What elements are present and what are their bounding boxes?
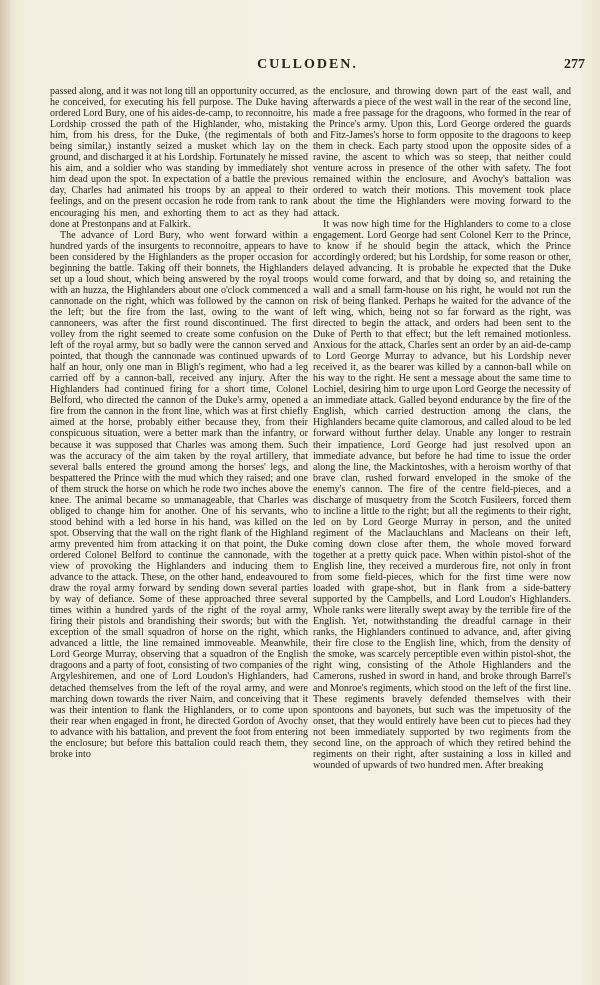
paragraph: It was now high time for the Highlanders to come to a close engagement. Lord George had sent Colonel Kerr to the Prince, to know if he should begin the attack, which the Prince accordingly ordered; but his Lordship, for some reason or other, delayed advancing. It is probable he expected that the Duke would come forward, and that by doing so, and retaining the wall and a small farm-house on his right, he would not run the risk of being flanked. Perhaps he waited for the advance of the left wing, which, being not so far forward as the right, was directed to begin the attack, and orders had been sent to the Duke of Perth to that effect; but the left remained motionless. Anxious for the attack, Charles sent an order by an aid-de-camp to Lord George Murray to advance, but his Lordship never received it, as the bearer was killed by a cannon-ball while on his way to the right. He sent a message about the same time to Lochiel, desiring him to urge upon Lord George the necessity of an immediate attack. Galled beyond endurance by the fire of the English, which carried destruction among the clans, the Highlanders became quite clamorous, and called aloud to be led forward without further delay. Unable any longer to restrain their impatience, Lord George had just resolved upon an immediate advance, but before he had time to issue the order along the line, the Mackintoshes, with a heroism worthy of that brave clan, rushed forward enveloped in the smoke of the enemy's cannon. The fire of the centre field-pieces, and a discharge of musquetry from the Scotch Fusileers, forced them to incline a little to the right; but all the regiments to their right, led on by Lord George Murray in person, and the united regiment of the Maclauchlans and Macleans on their left, coming down close after them, the whole moved forward together at a pretty quick pace. When within pistol-shot of the English line, they received a murderous fire, not only in front from some field-pieces, which for the first time were now loaded with grape-shot, but in flank from a side-battery supported by the Campbells, and Lord Loudon's Highlanders. Whole ranks were literally swept away by the terrible fire of the English. Yet, notwithstanding the dreadful carnage in their ranks, the Highlanders continued to advance, and, after giving their fire close to the English line, which, from the density of the smoke, was scarcely perceptible even within pistol-shot, the right wing, consisting of the Athole Highlanders and the Camerons, rushed in sword in hand, and broke through Barrel's and Monroe's regiments, which stood on the left of the first line. These regiments bravely defended themselves with their spontoons and bayonets, but such was the impetuosity of the onset, that they would entirely have been cut to pieces had they not been immediately supported by two regiments from the second line, on the approach of which they retired behind the regiments on their right, after sustaining a loss in killed and wounded of upwards of two hundred men. After breaking <box>313 218 571 771</box>
page-header <box>30 57 585 77</box>
paragraph: the enclosure, and throwing down part of the east wall, and afterwards a piece of the west wall in the rear of the second line, made a free passage for the dragoons, who formed in the rear of the Prince's army. Upon this, Lord George ordered the guards and Fitz-James's horse to form opposite to the dragoons to keep them in check. Each party stood upon the opposite sides of a ravine, the ascent to which was so steep, that neither could venture across in presence of the other with safety. The foot remained within the enclosure, and Avochy's battalion was ordered to watch their motions. This movement took place about the time the Highlanders were moving forward to the attack. <box>313 86 571 219</box>
page-number: 277 <box>564 57 585 72</box>
paragraph: The advance of Lord Bury, who went forward within a hundred yards of the insurgents to reconnoitre, appears to have been considered by the Highlanders as the proper occasion for beginning the battle. Taking off their bonnets, the Highlanders set up a loud shout, which being answered by the royal troops with an huzza, the Highlanders about one o'clock commenced a cannonade on the right, which was followed by the cannon on the left; but the fire from the last, owing to the want of cannoneers, was after the first round discontinued. The first volley from the right seemed to create some confusion on the left of the royal army, but so badly were the cannon served and pointed, that though the cannonade was continued upwards of half an hour, only one man in Bligh's regiment, who had a leg carried off by a cannon-ball, received any injury. After the Highlanders had continued firing for a short time, Colonel Belford, who directed the cannon of the Duke's army, opened a fire from the cannon in the front line, which was at first chiefly aimed at the horse, probably either because they, from their conspicuous situation, were a better mark than the infantry, or because it was supposed that Charles was among them. Such was the accuracy of the aim taken by the royal artillery, that several balls entered the ground among the horses' legs, and bespattered the Prince with the mud which they raised; and one of them struck the horse on which he rode two inches above the knee. The animal became so unmanageable, that Charles was obliged to change him for another. One of his servants, who stood behind with a led horse in his hand, was killed on the spot. Observing that the wall on the right flank of the Highland army prevented him from attacking it on that point, the Duke ordered Colonel Belford to continue the cannonade, with the view of provoking the Highlanders and inducing them to advance to the attack. These, on the other hand, endeavoured to draw the royal army forward by sending down several parties by way of defiance. Some of these approached three several times within a hundred yards of the right of the royal army, firing their pistols and brandishing their swords; but with the exception of the small squadron of horse on the right, which advanced a little, the line remained immoveable. Meanwhile, Lord George Murray, observing that a squadron of the English dragoons and a party of foot, consisting of two companies of the Argyleshiremen, and one of Lord Loudon's Highlanders, had detached themselves from the left of the royal army, and were marching down towards the river Nairn, and conceiving that it was their intention to flank the Highlanders, or to come upon their rear when engaged in front, he directed Gordon of Avochy to advance with his battalion, and prevent the foot from entering the enclosure; but before this battalion could reach them, they broke into <box>50 229 308 760</box>
running-head: CULLODEN. <box>257 57 358 72</box>
left-column <box>50 86 308 760</box>
right-column <box>313 86 571 771</box>
page-edge-shadow <box>0 0 10 985</box>
paragraph: passed along, and it was not long till an opportunity occurred, as he conceived, for executing his fell purpose. The Duke having ordered Lord Bury, one of his aides-de-camp, to reconnoitre, his Lordship crossed the path of the Highlander, who, mistaking him, from his dress, for the Duke, (the regimentals of both being similar,) instantly seized a musket which lay on the ground, and discharged it at his Lordship. Fortunately he missed his aim, and a soldier who was standing by immediately shot him dead upon the spot. In expectation of a battle the previous day, Charles had animated his troops by an appeal to their feelings, and on the present occasion he rode from rank to rank encouraging his men, and exhorting them to act as they had done at Prestonpans and at Falkirk. <box>50 86 309 230</box>
